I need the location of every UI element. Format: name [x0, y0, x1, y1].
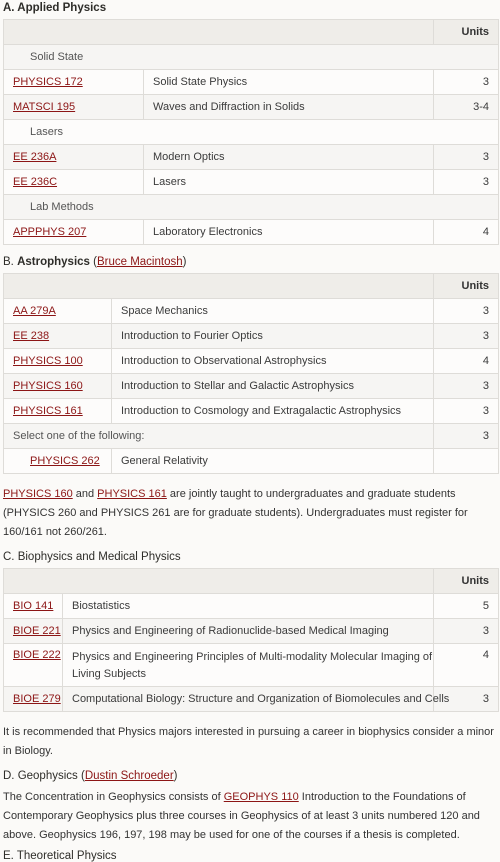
course-link[interactable]: BIOE 222 — [13, 649, 61, 661]
course-units: 3 — [434, 399, 499, 424]
course-title: Introduction to Fourier Optics — [112, 324, 434, 349]
section-d-title: D. Geophysics (Dustin Schroeder) — [3, 770, 178, 782]
course-units: 3 — [434, 324, 499, 349]
course-title: Waves and Diffraction in Solids — [144, 95, 434, 120]
course-title: Biostatistics — [63, 594, 434, 619]
units-header: Units — [434, 569, 499, 594]
contact-link[interactable]: Bruce Macintosh — [96, 256, 183, 268]
contact-link[interactable]: Dustin Schroeder — [84, 770, 174, 782]
course-link[interactable]: BIOE 221 — [13, 625, 61, 637]
course-title: Space Mechanics — [112, 299, 434, 324]
course-link[interactable]: MATSCI 195 — [13, 101, 76, 113]
course-title: General Relativity — [112, 449, 434, 474]
group-label-solid-state: Solid State — [4, 45, 499, 70]
course-units: 3 — [434, 374, 499, 399]
course-title: Computational Biology: Structure and Organization of Biomolecules and Cells — [63, 687, 434, 712]
section-e-title: E. Theoretical Physics — [3, 850, 117, 862]
course-link[interactable]: BIO 141 — [13, 600, 54, 612]
course-link[interactable]: PHYSICS 160 — [13, 380, 83, 392]
astrophysics-note: PHYSICS 160 and PHYSICS 161 are jointly taught to undergraduates and graduate students (PHYSICS 260 and PHYSICS 261 are for graduate students). Undergraduates must register for 160/161 not 260/261. — [3, 488, 468, 538]
course-link[interactable]: EE 236A — [13, 151, 57, 163]
course-units: 5 — [434, 594, 499, 619]
course-title: Introduction to Stellar and Galactic Astrophysics — [112, 374, 434, 399]
course-units: 4 — [434, 644, 499, 687]
units-header: Units — [434, 20, 499, 45]
course-units: 3-4 — [434, 95, 499, 120]
course-units: 3 — [434, 619, 499, 644]
course-title: Lasers — [144, 170, 434, 195]
units-header: Units — [434, 274, 499, 299]
course-units: 3 — [434, 299, 499, 324]
course-link[interactable]: PHYSICS 161 — [97, 488, 167, 500]
course-units: 3 — [434, 424, 499, 449]
course-link[interactable]: PHYSICS 161 — [13, 405, 83, 417]
section-c-title: C. Biophysics and Medical Physics — [3, 551, 181, 563]
course-title: Introduction to Observational Astrophysics — [112, 349, 434, 374]
course-title: Physics and Engineering of Radionuclide-based Medical Imaging — [63, 619, 434, 644]
course-units: 3 — [434, 687, 499, 712]
group-label-lasers: Lasers — [4, 120, 499, 145]
course-link[interactable]: PHYSICS 262 — [30, 455, 100, 467]
course-link[interactable]: APPPHYS 207 — [13, 226, 87, 238]
course-units: 3 — [434, 70, 499, 95]
select-one-label: Select one of the following: — [4, 424, 434, 449]
biophysics-note: It is recommended that Physics majors interested in pursuing a career in biophysics consider a minor in Biology. — [3, 726, 494, 757]
course-units: 4 — [434, 349, 499, 374]
course-title: Solid State Physics — [144, 70, 434, 95]
course-link[interactable]: PHYSICS 172 — [13, 76, 83, 88]
course-link[interactable]: AA 279A — [13, 305, 56, 317]
applied-physics-table — [3, 19, 499, 245]
course-units: 3 — [434, 170, 499, 195]
course-title: Introduction to Cosmology and Extragalactic Astrophysics — [112, 399, 434, 424]
course-link[interactable]: GEOPHYS 110 — [223, 791, 299, 803]
course-title: Modern Optics — [144, 145, 434, 170]
biophysics-table — [3, 568, 499, 712]
course-units: 4 — [434, 220, 499, 245]
course-link[interactable]: PHYSICS 100 — [13, 355, 83, 367]
course-units: 3 — [434, 145, 499, 170]
course-units — [434, 449, 499, 474]
course-link[interactable]: BIOE 279 — [13, 693, 61, 705]
course-title: Physics and Engineering Principles of Multi-modality Molecular Imaging of Living Subjects — [63, 644, 434, 687]
geophysics-para: The Concentration in Geophysics consists of GEOPHYS 110 Introduction to the Foundations of Contemporary Geophysics plus three courses in Geophysics of at least 3 units numbered 120 and above. Geophysics 196, 197, 198 may be used for one of the courses if a thesis is completed. — [3, 791, 480, 841]
section-a-title: A. Applied Physics — [3, 2, 107, 14]
course-title: Laboratory Electronics — [144, 220, 434, 245]
course-link[interactable]: EE 236C — [13, 176, 58, 188]
astrophysics-table — [3, 273, 499, 474]
section-b-title: B. Astrophysics (Bruce Macintosh) — [3, 256, 187, 268]
group-label-lab-methods: Lab Methods — [4, 195, 499, 220]
course-link[interactable]: PHYSICS 160 — [3, 488, 73, 500]
course-link[interactable]: EE 238 — [13, 330, 50, 342]
